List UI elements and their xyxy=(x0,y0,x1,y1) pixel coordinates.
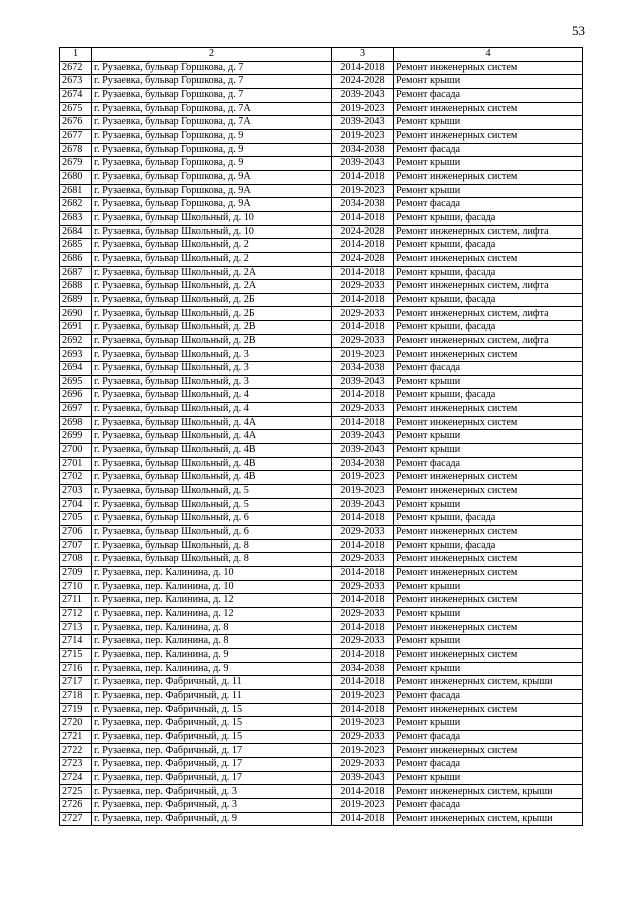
work-type-cell: Ремонт крыши, фасада xyxy=(394,239,583,253)
period-cell: 2029-2033 xyxy=(332,307,394,321)
period-cell: 2029-2033 xyxy=(332,607,394,621)
address-cell: г. Рузаевка, бульвар Горшкова, д. 7А xyxy=(92,102,332,116)
address-cell: г. Рузаевка, пер. Калинина, д. 9 xyxy=(92,662,332,676)
address-cell: г. Рузаевка, пер. Фабричный, д. 17 xyxy=(92,771,332,785)
table-row xyxy=(60,730,583,744)
work-type-cell: Ремонт фасада xyxy=(394,730,583,744)
address-cell: г. Рузаевка, бульвар Школьный, д. 6 xyxy=(92,512,332,526)
period-cell: 2034-2038 xyxy=(332,198,394,212)
period-cell: 2029-2033 xyxy=(332,280,394,294)
row-number: 2713 xyxy=(60,621,92,635)
address-cell: г. Рузаевка, пер. Фабричный, д. 11 xyxy=(92,676,332,690)
table-row xyxy=(60,389,583,403)
table-row xyxy=(60,471,583,485)
row-number: 2710 xyxy=(60,580,92,594)
work-type-cell: Ремонт фасада xyxy=(394,758,583,772)
address-cell: г. Рузаевка, бульвар Горшкова, д. 9 xyxy=(92,143,332,157)
period-cell: 2039-2043 xyxy=(332,430,394,444)
row-number: 2706 xyxy=(60,525,92,539)
period-cell: 2019-2023 xyxy=(332,102,394,116)
address-cell: г. Рузаевка, бульвар Школьный, д. 2 xyxy=(92,239,332,253)
work-type-cell: Ремонт крыши, фасада xyxy=(394,266,583,280)
row-number: 2689 xyxy=(60,293,92,307)
period-cell: 2039-2043 xyxy=(332,88,394,102)
period-cell: 2019-2023 xyxy=(332,689,394,703)
row-number: 2682 xyxy=(60,198,92,212)
row-number: 2699 xyxy=(60,430,92,444)
table-row xyxy=(60,375,583,389)
table-row xyxy=(60,211,583,225)
work-type-cell: Ремонт фасада xyxy=(394,457,583,471)
work-type-cell: Ремонт инженерных систем, крыши xyxy=(394,785,583,799)
address-cell: г. Рузаевка, бульвар Школьный, д. 2Б xyxy=(92,307,332,321)
period-cell: 2024-2028 xyxy=(332,75,394,89)
table-row xyxy=(60,225,583,239)
table-row xyxy=(60,88,583,102)
table-row xyxy=(60,75,583,89)
work-type-cell: Ремонт фасада xyxy=(394,143,583,157)
row-number: 2677 xyxy=(60,129,92,143)
address-cell: г. Рузаевка, бульвар Школьный, д. 4В xyxy=(92,444,332,458)
address-cell: г. Рузаевка, бульвар Школьный, д. 4В xyxy=(92,471,332,485)
row-number: 2716 xyxy=(60,662,92,676)
address-cell: г. Рузаевка, бульвар Школьный, д. 2Б xyxy=(92,293,332,307)
table-row xyxy=(60,321,583,335)
period-cell: 2014-2018 xyxy=(332,621,394,635)
table-row xyxy=(60,280,583,294)
work-type-cell: Ремонт крыши xyxy=(394,662,583,676)
work-type-cell: Ремонт инженерных систем xyxy=(394,416,583,430)
period-cell: 2034-2038 xyxy=(332,362,394,376)
table-row xyxy=(60,293,583,307)
period-cell: 2039-2043 xyxy=(332,157,394,171)
table-row xyxy=(60,457,583,471)
work-type-cell: Ремонт крыши xyxy=(394,580,583,594)
row-number: 2681 xyxy=(60,184,92,198)
work-type-cell: Ремонт инженерных систем xyxy=(394,553,583,567)
work-type-cell: Ремонт инженерных систем, лифта xyxy=(394,280,583,294)
table-row xyxy=(60,170,583,184)
table-row xyxy=(60,771,583,785)
address-cell: г. Рузаевка, бульвар Школьный, д. 4 xyxy=(92,389,332,403)
table-row xyxy=(60,143,583,157)
column-header-address: 2 xyxy=(92,48,332,62)
period-cell: 2014-2018 xyxy=(332,594,394,608)
table-row xyxy=(60,498,583,512)
work-type-cell: Ремонт инженерных систем xyxy=(394,485,583,499)
period-cell: 2029-2033 xyxy=(332,553,394,567)
address-cell: г. Рузаевка, пер. Фабричный, д. 15 xyxy=(92,730,332,744)
address-cell: г. Рузаевка, пер. Калинина, д. 10 xyxy=(92,566,332,580)
table-row xyxy=(60,485,583,499)
address-cell: г. Рузаевка, пер. Фабричный, д. 17 xyxy=(92,744,332,758)
period-cell: 2019-2023 xyxy=(332,348,394,362)
row-number: 2685 xyxy=(60,239,92,253)
work-type-cell: Ремонт фасада xyxy=(394,799,583,813)
row-number: 2688 xyxy=(60,280,92,294)
work-type-cell: Ремонт инженерных систем, крыши xyxy=(394,676,583,690)
work-type-cell: Ремонт инженерных систем xyxy=(394,703,583,717)
address-cell: г. Рузаевка, бульвар Школьный, д. 3 xyxy=(92,362,332,376)
row-number: 2708 xyxy=(60,553,92,567)
work-type-cell: Ремонт инженерных систем xyxy=(394,348,583,362)
work-type-cell: Ремонт фасада xyxy=(394,362,583,376)
table-row xyxy=(60,812,583,826)
address-cell: г. Рузаевка, бульвар Школьный, д. 10 xyxy=(92,211,332,225)
period-cell: 2039-2043 xyxy=(332,498,394,512)
work-type-cell: Ремонт крыши xyxy=(394,444,583,458)
work-type-cell: Ремонт фасада xyxy=(394,88,583,102)
address-cell: г. Рузаевка, бульвар Школьный, д. 4В xyxy=(92,457,332,471)
row-number: 2711 xyxy=(60,594,92,608)
row-number: 2696 xyxy=(60,389,92,403)
row-number: 2726 xyxy=(60,799,92,813)
work-type-cell: Ремонт инженерных систем xyxy=(394,403,583,417)
table-row xyxy=(60,334,583,348)
period-cell: 2029-2033 xyxy=(332,635,394,649)
address-cell: г. Рузаевка, бульвар Школьный, д. 2В xyxy=(92,334,332,348)
period-cell: 2019-2023 xyxy=(332,485,394,499)
address-cell: г. Рузаевка, бульвар Горшкова, д. 7 xyxy=(92,88,332,102)
address-cell: г. Рузаевка, пер. Фабричный, д. 15 xyxy=(92,717,332,731)
row-number: 2720 xyxy=(60,717,92,731)
row-number: 2695 xyxy=(60,375,92,389)
period-cell: 2014-2018 xyxy=(332,321,394,335)
period-cell: 2034-2038 xyxy=(332,457,394,471)
address-cell: г. Рузаевка, бульвар Школьный, д. 6 xyxy=(92,525,332,539)
period-cell: 2034-2038 xyxy=(332,143,394,157)
period-cell: 2029-2033 xyxy=(332,758,394,772)
period-cell: 2014-2018 xyxy=(332,648,394,662)
table-body xyxy=(60,61,583,826)
address-cell: г. Рузаевка, бульвар Школьный, д. 8 xyxy=(92,553,332,567)
row-number: 2722 xyxy=(60,744,92,758)
row-number: 2701 xyxy=(60,457,92,471)
work-type-cell: Ремонт инженерных систем xyxy=(394,102,583,116)
address-cell: г. Рузаевка, бульвар Школьный, д. 3 xyxy=(92,375,332,389)
row-number: 2704 xyxy=(60,498,92,512)
row-number: 2684 xyxy=(60,225,92,239)
work-type-cell: Ремонт инженерных систем xyxy=(394,594,583,608)
address-cell: г. Рузаевка, пер. Фабричный, д. 17 xyxy=(92,758,332,772)
address-cell: г. Рузаевка, бульвар Горшкова, д. 9А xyxy=(92,198,332,212)
work-type-cell: Ремонт крыши, фасада xyxy=(394,293,583,307)
work-type-cell: Ремонт крыши xyxy=(394,607,583,621)
column-header-period: 3 xyxy=(332,48,394,62)
row-number: 2724 xyxy=(60,771,92,785)
row-number: 2703 xyxy=(60,485,92,499)
period-cell: 2029-2033 xyxy=(332,403,394,417)
table-row xyxy=(60,566,583,580)
period-cell: 2014-2018 xyxy=(332,416,394,430)
table-row xyxy=(60,635,583,649)
work-type-cell: Ремонт крыши xyxy=(394,184,583,198)
row-number: 2698 xyxy=(60,416,92,430)
row-number: 2718 xyxy=(60,689,92,703)
table-row xyxy=(60,362,583,376)
work-type-cell: Ремонт крыши xyxy=(394,157,583,171)
period-cell: 2014-2018 xyxy=(332,293,394,307)
address-cell: г. Рузаевка, пер. Калинина, д. 8 xyxy=(92,621,332,635)
work-type-cell: Ремонт крыши xyxy=(394,375,583,389)
table-row xyxy=(60,252,583,266)
row-number: 2675 xyxy=(60,102,92,116)
row-number: 2705 xyxy=(60,512,92,526)
period-cell: 2019-2023 xyxy=(332,129,394,143)
period-cell: 2039-2043 xyxy=(332,771,394,785)
period-cell: 2029-2033 xyxy=(332,580,394,594)
period-cell: 2014-2018 xyxy=(332,61,394,75)
address-cell: г. Рузаевка, пер. Фабричный, д. 3 xyxy=(92,799,332,813)
period-cell: 2014-2018 xyxy=(332,170,394,184)
table-row xyxy=(60,116,583,130)
address-cell: г. Рузаевка, бульвар Горшкова, д. 7 xyxy=(92,75,332,89)
table-row xyxy=(60,717,583,731)
table-row xyxy=(60,676,583,690)
row-number: 2694 xyxy=(60,362,92,376)
work-type-cell: Ремонт фасада xyxy=(394,198,583,212)
row-number: 2725 xyxy=(60,785,92,799)
address-cell: г. Рузаевка, бульвар Школьный, д. 4А xyxy=(92,416,332,430)
work-type-cell: Ремонт инженерных систем xyxy=(394,566,583,580)
work-type-cell: Ремонт инженерных систем, лифта xyxy=(394,307,583,321)
table-header-row xyxy=(60,48,583,62)
work-type-cell: Ремонт крыши, фасада xyxy=(394,321,583,335)
table-row xyxy=(60,307,583,321)
table-row xyxy=(60,799,583,813)
table-row xyxy=(60,744,583,758)
period-cell: 2014-2018 xyxy=(332,566,394,580)
row-number: 2714 xyxy=(60,635,92,649)
row-number: 2678 xyxy=(60,143,92,157)
period-cell: 2014-2018 xyxy=(332,676,394,690)
table-row xyxy=(60,580,583,594)
table-row xyxy=(60,129,583,143)
work-type-cell: Ремонт крыши, фасада xyxy=(394,389,583,403)
table-row xyxy=(60,525,583,539)
address-cell: г. Рузаевка, пер. Калинина, д. 10 xyxy=(92,580,332,594)
table-row xyxy=(60,689,583,703)
row-number: 2707 xyxy=(60,539,92,553)
address-cell: г. Рузаевка, пер. Фабричный, д. 3 xyxy=(92,785,332,799)
period-cell: 2014-2018 xyxy=(332,539,394,553)
table-row xyxy=(60,403,583,417)
table-row xyxy=(60,648,583,662)
work-type-cell: Ремонт крыши, фасада xyxy=(394,539,583,553)
table-row xyxy=(60,662,583,676)
period-cell: 2024-2028 xyxy=(332,252,394,266)
row-number: 2676 xyxy=(60,116,92,130)
work-type-cell: Ремонт инженерных систем xyxy=(394,744,583,758)
row-number: 2672 xyxy=(60,61,92,75)
row-number: 2700 xyxy=(60,444,92,458)
table-row xyxy=(60,539,583,553)
work-type-cell: Ремонт крыши xyxy=(394,75,583,89)
address-cell: г. Рузаевка, бульвар Горшкова, д. 7 xyxy=(92,61,332,75)
work-type-cell: Ремонт инженерных систем xyxy=(394,525,583,539)
table-row xyxy=(60,348,583,362)
address-cell: г. Рузаевка, бульвар Горшкова, д. 9А xyxy=(92,184,332,198)
address-cell: г. Рузаевка, бульвар Школьный, д. 2А xyxy=(92,280,332,294)
row-number: 2673 xyxy=(60,75,92,89)
table-row xyxy=(60,184,583,198)
address-cell: г. Рузаевка, бульвар Школьный, д. 3 xyxy=(92,348,332,362)
period-cell: 2019-2023 xyxy=(332,744,394,758)
work-type-cell: Ремонт крыши, фасада xyxy=(394,211,583,225)
period-cell: 2024-2028 xyxy=(332,225,394,239)
table-row xyxy=(60,444,583,458)
address-cell: г. Рузаевка, пер. Фабричный, д. 15 xyxy=(92,703,332,717)
period-cell: 2014-2018 xyxy=(332,389,394,403)
row-number: 2712 xyxy=(60,607,92,621)
period-cell: 2014-2018 xyxy=(332,703,394,717)
table-row xyxy=(60,512,583,526)
row-number: 2690 xyxy=(60,307,92,321)
table-row xyxy=(60,607,583,621)
table-row xyxy=(60,198,583,212)
work-type-cell: Ремонт крыши xyxy=(394,116,583,130)
address-cell: г. Рузаевка, бульвар Школьный, д. 5 xyxy=(92,485,332,499)
address-cell: г. Рузаевка, пер. Калинина, д. 12 xyxy=(92,594,332,608)
table-row xyxy=(60,157,583,171)
work-type-cell: Ремонт крыши xyxy=(394,498,583,512)
period-cell: 2014-2018 xyxy=(332,785,394,799)
table-row xyxy=(60,102,583,116)
work-type-cell: Ремонт инженерных систем, крыши xyxy=(394,812,583,826)
row-number: 2715 xyxy=(60,648,92,662)
address-cell: г. Рузаевка, пер. Фабричный, д. 9 xyxy=(92,812,332,826)
repair-schedule-table xyxy=(59,47,583,826)
address-cell: г. Рузаевка, пер. Калинина, д. 12 xyxy=(92,607,332,621)
table-row xyxy=(60,594,583,608)
work-type-cell: Ремонт инженерных систем xyxy=(394,648,583,662)
work-type-cell: Ремонт инженерных систем xyxy=(394,129,583,143)
address-cell: г. Рузаевка, бульвар Горшкова, д. 7А xyxy=(92,116,332,130)
table-row xyxy=(60,703,583,717)
period-cell: 2019-2023 xyxy=(332,184,394,198)
column-header-work-type: 4 xyxy=(394,48,583,62)
period-cell: 2014-2018 xyxy=(332,512,394,526)
address-cell: г. Рузаевка, бульвар Школьный, д. 4А xyxy=(92,430,332,444)
row-number: 2717 xyxy=(60,676,92,690)
table-row xyxy=(60,785,583,799)
address-cell: г. Рузаевка, бульвар Горшкова, д. 9 xyxy=(92,129,332,143)
address-cell: г. Рузаевка, бульвар Школьный, д. 8 xyxy=(92,539,332,553)
table-row xyxy=(60,758,583,772)
address-cell: г. Рузаевка, бульвар Школьный, д. 4 xyxy=(92,403,332,417)
address-cell: г. Рузаевка, бульвар Горшкова, д. 9 xyxy=(92,157,332,171)
period-cell: 2014-2018 xyxy=(332,211,394,225)
period-cell: 2029-2033 xyxy=(332,730,394,744)
work-type-cell: Ремонт крыши xyxy=(394,771,583,785)
work-type-cell: Ремонт крыши, фасада xyxy=(394,512,583,526)
address-cell: г. Рузаевка, бульвар Школьный, д. 2В xyxy=(92,321,332,335)
period-cell: 2014-2018 xyxy=(332,812,394,826)
row-number: 2687 xyxy=(60,266,92,280)
address-cell: г. Рузаевка, пер. Фабричный, д. 11 xyxy=(92,689,332,703)
work-type-cell: Ремонт крыши xyxy=(394,430,583,444)
row-number: 2719 xyxy=(60,703,92,717)
row-number: 2723 xyxy=(60,758,92,772)
row-number: 2727 xyxy=(60,812,92,826)
table-row xyxy=(60,621,583,635)
row-number: 2697 xyxy=(60,403,92,417)
address-cell: г. Рузаевка, бульвар Школьный, д. 2А xyxy=(92,266,332,280)
period-cell: 2019-2023 xyxy=(332,471,394,485)
row-number: 2686 xyxy=(60,252,92,266)
work-type-cell: Ремонт фасада xyxy=(394,689,583,703)
work-type-cell: Ремонт инженерных систем xyxy=(394,252,583,266)
period-cell: 2039-2043 xyxy=(332,375,394,389)
work-type-cell: Ремонт инженерных систем, лифта xyxy=(394,225,583,239)
row-number: 2679 xyxy=(60,157,92,171)
table-row xyxy=(60,416,583,430)
row-number: 2683 xyxy=(60,211,92,225)
table-row xyxy=(60,239,583,253)
table-row xyxy=(60,553,583,567)
address-cell: г. Рузаевка, пер. Калинина, д. 8 xyxy=(92,635,332,649)
column-header-number: 1 xyxy=(60,48,92,62)
work-type-cell: Ремонт инженерных систем xyxy=(394,170,583,184)
work-type-cell: Ремонт инженерных систем xyxy=(394,61,583,75)
row-number: 2693 xyxy=(60,348,92,362)
address-cell: г. Рузаевка, бульвар Школьный, д. 10 xyxy=(92,225,332,239)
work-type-cell: Ремонт крыши xyxy=(394,635,583,649)
work-type-cell: Ремонт инженерных систем xyxy=(394,621,583,635)
table-row xyxy=(60,266,583,280)
row-number: 2702 xyxy=(60,471,92,485)
page-number: 53 xyxy=(572,23,585,38)
period-cell: 2019-2023 xyxy=(332,717,394,731)
row-number: 2680 xyxy=(60,170,92,184)
period-cell: 2014-2018 xyxy=(332,266,394,280)
period-cell: 2029-2033 xyxy=(332,334,394,348)
table-row xyxy=(60,430,583,444)
work-type-cell: Ремонт инженерных систем, лифта xyxy=(394,334,583,348)
table-row xyxy=(60,61,583,75)
address-cell: г. Рузаевка, бульвар Школьный, д. 2 xyxy=(92,252,332,266)
work-type-cell: Ремонт крыши xyxy=(394,717,583,731)
address-cell: г. Рузаевка, бульвар Школьный, д. 5 xyxy=(92,498,332,512)
row-number: 2674 xyxy=(60,88,92,102)
row-number: 2721 xyxy=(60,730,92,744)
address-cell: г. Рузаевка, пер. Калинина, д. 9 xyxy=(92,648,332,662)
period-cell: 2014-2018 xyxy=(332,239,394,253)
work-type-cell: Ремонт инженерных систем xyxy=(394,471,583,485)
period-cell: 2034-2038 xyxy=(332,662,394,676)
period-cell: 2039-2043 xyxy=(332,116,394,130)
period-cell: 2019-2023 xyxy=(332,799,394,813)
period-cell: 2029-2033 xyxy=(332,525,394,539)
address-cell: г. Рузаевка, бульвар Горшкова, д. 9А xyxy=(92,170,332,184)
row-number: 2692 xyxy=(60,334,92,348)
row-number: 2709 xyxy=(60,566,92,580)
period-cell: 2039-2043 xyxy=(332,444,394,458)
row-number: 2691 xyxy=(60,321,92,335)
